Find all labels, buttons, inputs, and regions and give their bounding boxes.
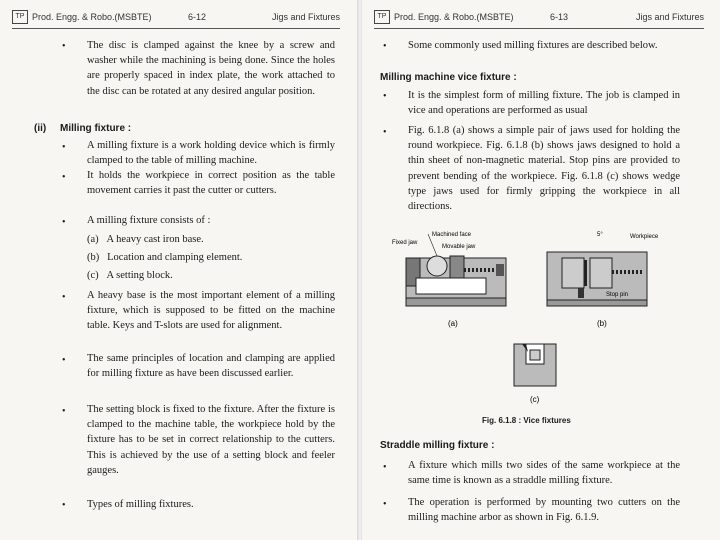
vice-fixtures-figure [392,222,692,412]
page-number: 6-13 [550,12,569,22]
right-page [362,0,720,540]
label-angle: 5° [597,232,603,238]
paragraph-straddle-definition: A fixture which mills two sides of the same workpiece at the same time is known as a straddle milling fixture. [408,460,680,487]
list-text: A setting block. [106,270,173,281]
paragraph-fixture-definition: A milling fixture is a work holding device which is firmly clamped to the table of milling machine. [87,140,335,167]
label-machined-face: Machined face [432,232,472,238]
paragraph-heavy-base: A heavy base is the most important element of a milling fixture, which is supposed to be fitted on the machine table. Keys and T-slots are used for alignment. [87,290,335,332]
bullet-icon: • [62,41,66,52]
chapter-title: Jigs and Fixtures [271,12,340,22]
label-figure-a: (a) [448,319,458,328]
heading-straddle-fixture: Straddle milling fixture : [380,440,495,451]
list-marker: (a) [87,234,99,245]
bullet-icon: • [62,500,66,511]
label-stop-pin: Stop pin [606,292,629,298]
list-item [87,250,335,265]
bullet-icon: • [62,406,66,417]
paragraph-disc-clamped: The disc is clamped against the knee by a screw and washer while the machining is being done. Since the holes are properly spaced in index plate, the work attached to the disc can be rotated at any desired angular position. [87,40,335,97]
section-number: (ii) [34,123,47,134]
bullet-icon: • [383,41,387,52]
publisher-logo-icon: TP [12,10,28,24]
paragraph-fig-description: Fig. 6.1.8 (a) shows a simple pair of jaws used for holding the round workpiece. Fig. 6.1.8 (b) shows jaws designed to hold a thin sheet of non-magnetic material. Stop pins are provided to prevent bending of the workpiece. Fig. 6.1.8 (c) shows wedge type jaws used for firmly gripping the workpiece in all directions. [408,125,680,213]
right-page-header [374,8,704,29]
bullet-icon: • [62,142,66,153]
label-figure-c: (c) [530,395,540,404]
paragraph-simplest-form: It is the simplest form of milling fixture. The job is clamped in vice and operations are performed as usual [408,90,680,117]
bullet-icon: • [62,292,66,303]
bullet-icon: • [62,172,66,183]
figure-c-wedge-jaws [514,344,556,386]
paragraph-setting-block: The setting block is fixed to the fixture. After the fixture is clamped to the machine table, the workpiece hold by the fixture has to be set in correct relationship to the cutters. This is achieved by the use of a setting block and feeler gauges. [87,404,335,476]
chapter-title: Jigs and Fixtures [635,12,704,22]
bullet-icon: • [383,499,387,510]
bullet-icon: • [383,127,387,138]
paragraph-straddle-operation: The operation is performed by mounting two cutters on the milling machine arbor as shown in Fig. 6.1.9. [408,497,680,524]
figure-b-thin-sheet-jaws [547,252,647,306]
list-item [87,268,335,283]
list-text: Location and clamping element. [107,252,243,263]
label-workpiece: Workpiece [630,234,659,240]
bullet-icon: • [383,462,387,473]
list-item [87,232,335,247]
bullet-icon: • [62,217,66,228]
book-title: Prod. Engg. & Robo.(MSBTE) [394,12,514,22]
publisher-logo-icon: TP [374,10,390,24]
book-title: Prod. Engg. & Robo.(MSBTE) [32,12,152,22]
page-number: 6-12 [188,12,207,22]
label-fixed-jaw: Fixed jaw [392,240,418,246]
list-marker: (c) [87,270,99,281]
list-text: A heavy cast iron base. [106,234,204,245]
figure-a-round-workpiece-jaws [406,256,506,306]
list-marker: (b) [87,252,100,263]
bullet-icon: • [62,355,66,366]
paragraph-consists-of: A milling fixture consists of : [87,215,211,226]
left-page [0,0,359,540]
left-page-header [12,8,340,29]
paragraph-some-fixtures: Some commonly used milling fixtures are described below. [408,40,658,51]
label-figure-b: (b) [597,319,607,328]
figure-caption: Fig. 6.1.8 : Vice fixtures [482,416,571,425]
paragraph-types: Types of milling fixtures. [87,499,194,510]
section-title-milling-fixture: Milling fixture : [60,123,132,134]
heading-vice-fixture: Milling machine vice fixture : [380,72,517,83]
paragraph-holds-workpiece: It holds the workpiece in correct position as the table movement carries it past the cutter or cutters. [87,170,335,197]
label-movable-jaw: Movable jaw [442,244,476,250]
paragraph-same-principles: The same principles of location and clamping are applied for milling fixture as have been discussed earlier. [87,353,335,380]
bullet-icon: • [383,91,387,102]
